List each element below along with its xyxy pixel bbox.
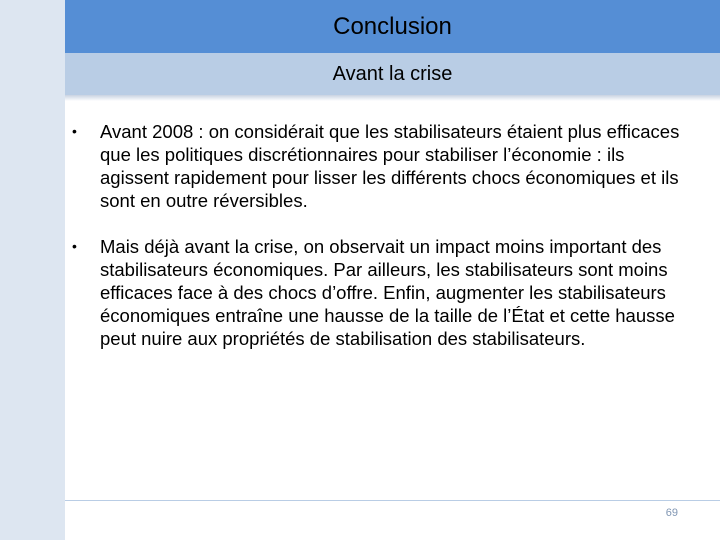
- left-decor-band: [0, 0, 65, 540]
- bullet-dot-icon: •: [72, 238, 77, 254]
- bullet-text-2: Mais déjà avant la crise, on observait un impact moins important des stabilisateurs économiques. Par ailleurs, les stabilisateurs sont moins efficaces face à des chocs d’offre. Enfin, augmenter les stabilisateurs économiques entraîne une hausse de la taille de l’État et cette hausse peut nuire aux propriétés de stabilisation des stabilisateurs.: [100, 236, 675, 349]
- bullet-list: [70, 120, 690, 350]
- footer-divider: [65, 500, 720, 501]
- slide-subtitle: Avant la crise: [332, 62, 453, 85]
- slide-title: Conclusion: [333, 12, 452, 40]
- subtitle-bar: [65, 53, 720, 95]
- bullet-dot-icon: •: [72, 123, 77, 139]
- bullet-item-2: [70, 235, 690, 350]
- bullet-text-1: Avant 2008 : on considérait que les stabilisateurs étaient plus efficaces que les politiques discrétionnaires pour stabiliser l’économie : ils agissent rapidement pour lisser les différents chocs économiques et ils sont en outre réversibles.: [100, 121, 680, 211]
- header-shadow: [65, 95, 720, 101]
- title-bar: [65, 0, 720, 53]
- bullet-item-1: [70, 120, 690, 212]
- page-number: 69: [665, 507, 678, 519]
